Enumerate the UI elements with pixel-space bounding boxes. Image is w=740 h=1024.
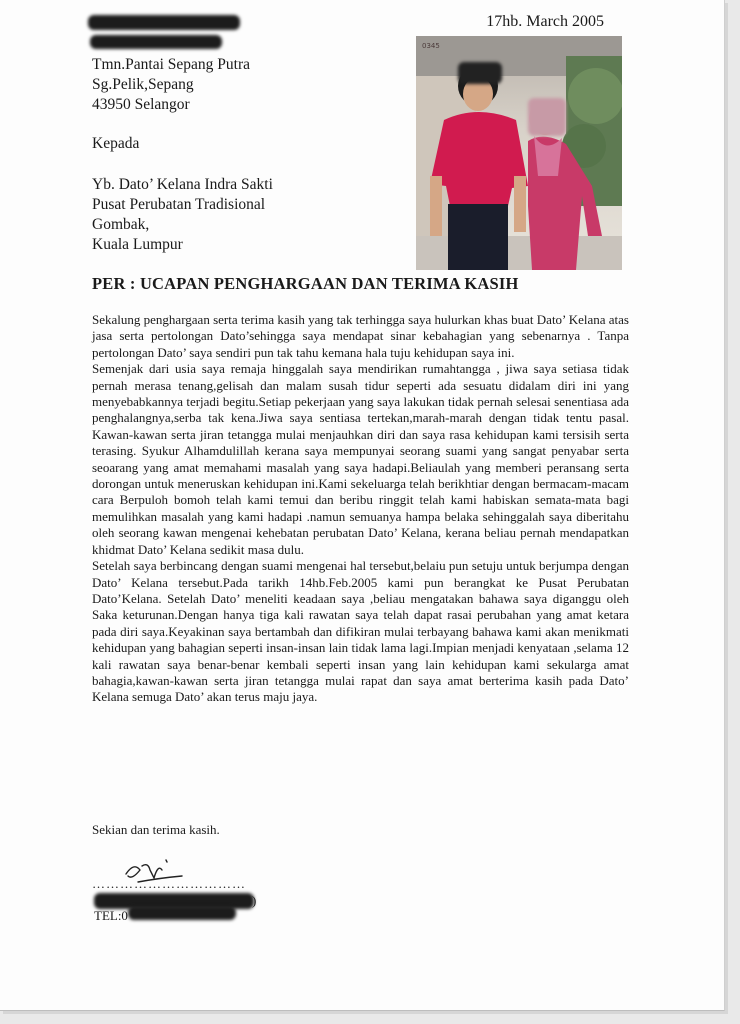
closing-paren: ) <box>252 893 257 908</box>
body-paragraph: Setelah saya berbincang dengan suami mengenai hal tersebut,belaiu pun setuju untuk berjumpa dengan Dato’ Kelana tersebut.Pada tarikh 14hb.Feb.2005 kami pun berangkat ke Pusat Perubatan Dato’Kelana. Setelah Dato’ meneliti keadaan saya ,beliau mengatakan bahawa saya diganggu oleh Saka keturunan.Dengan hanya tiga kali rawatan saya telah dapat rasai perubahan yang amat ketara pada diri saya.Keyakinan saya bertambah dan difikiran mulai terbayang bahawa kami akan menikmati kehidupan yang bahagian seperti insan-insan lain tidak lama lagi.Impian menjadi kenyataan ,selama 12 kali rawatan saya benar-benar kembali seperti insan yang lain kehidupan kami sekulargа amat bahagia,kawan-kawan serta jiran tetangga mulai rapat dan saya amat berterima kasih pada Dato’ Kelana semuga Dato’ akan terus maju jaya. <box>92 558 629 705</box>
recipient-line: Yb. Dato’ Kelana Indra Sakti <box>92 176 273 193</box>
sender-address-line: Tmn.Pantai Sepang Putra <box>92 56 250 73</box>
redacted-sender-name <box>88 15 240 30</box>
body-paragraph: Semenjak dari usia saya remaja hinggalah saya mendirikan rumahtangga , jiwa saya setiasa tidak pernah merasa tenang,gelisah dan malam susah tidur seperti ada sesuatu didalam diri ini yang menyebabkannya terjadi begitu.Setiap pekerjaan yang saya lakukan tidak pernah selesai senentiasa ada penghalangnya,serba tak kena.Jiwa saya sentiasa tertekan,marah-marah dengan tidak tentu pasal. Kawan-kawan serta jiran tetangga mulai menjauhkan diri dan saya rasa kehidupan kami tersisih serta terasing. Syukur Alhamdulillah kerana saya mempunyai seorang suami yang sangat penyabar serta seoarang yang amat memahami masalah yang saya hadapi.Beliaulah yang memberi peransang serta dorongan untuk meneruskan kehidupan ini.Kami sekeluarga telah berikhtiar dengan bermacam-macam cara Berpuloh bomoh telah kami temui dan beribu ringgit telah kami habiskan semata-mata bagi memulihkan masalah yang kami hadapi .namun semuanya hampa belaka sehinggalah saya diberitahu oleh seorang kawan mengenai kehebatan perubatan Dato’ Kelana, kerana beliau pernah mendapatkan khidmat Dato’ Kelana sedikit masa dulu. <box>92 361 629 557</box>
redacted-sender-street <box>90 35 222 49</box>
redacted-face <box>528 98 566 136</box>
sender-address <box>92 55 250 115</box>
redacted-face <box>458 62 502 84</box>
telephone-label: TEL:0 <box>94 908 128 923</box>
sender-address-line: Sg.Pelik,Sepang <box>92 76 194 93</box>
photo-stamp-text: 0345 <box>422 42 440 50</box>
letter-subject: PER : UCAPAN PENGHARGAAN DAN TERIMA KASIH <box>92 274 519 293</box>
couple-photo <box>416 36 622 270</box>
letter-body <box>92 312 629 706</box>
recipient-line: Kuala Lumpur <box>92 236 183 253</box>
salutation: Kepada <box>92 135 140 152</box>
recipient-line: Gombak, <box>92 216 150 233</box>
recipient-address <box>92 175 273 255</box>
closing-line: Sekian dan terima kasih. <box>92 822 220 837</box>
body-paragraph: Sekalung penghargaan serta terima kasih yang tak terhingga saya hulurkan khas buat Dato’ Kelana atas jasa serta pertolongan Dato’sehingga saya mendapat sinar kebahagian yang sebenarnya . Tanpa pertolongan Dato’ saya sendiri pun tak tahu kemana hala tuju kehidupan saya ini. <box>92 312 629 360</box>
sender-address-line: 43950 Selangor <box>92 96 190 113</box>
redacted-telephone-number <box>128 906 236 920</box>
recipient-line: Pusat Perubatan Tradisional <box>92 196 266 213</box>
couple-photo-illustration <box>416 36 622 270</box>
letter-date: 17hb. March 2005 <box>486 13 604 30</box>
signature-dotted-line: …………………………… <box>92 876 246 891</box>
